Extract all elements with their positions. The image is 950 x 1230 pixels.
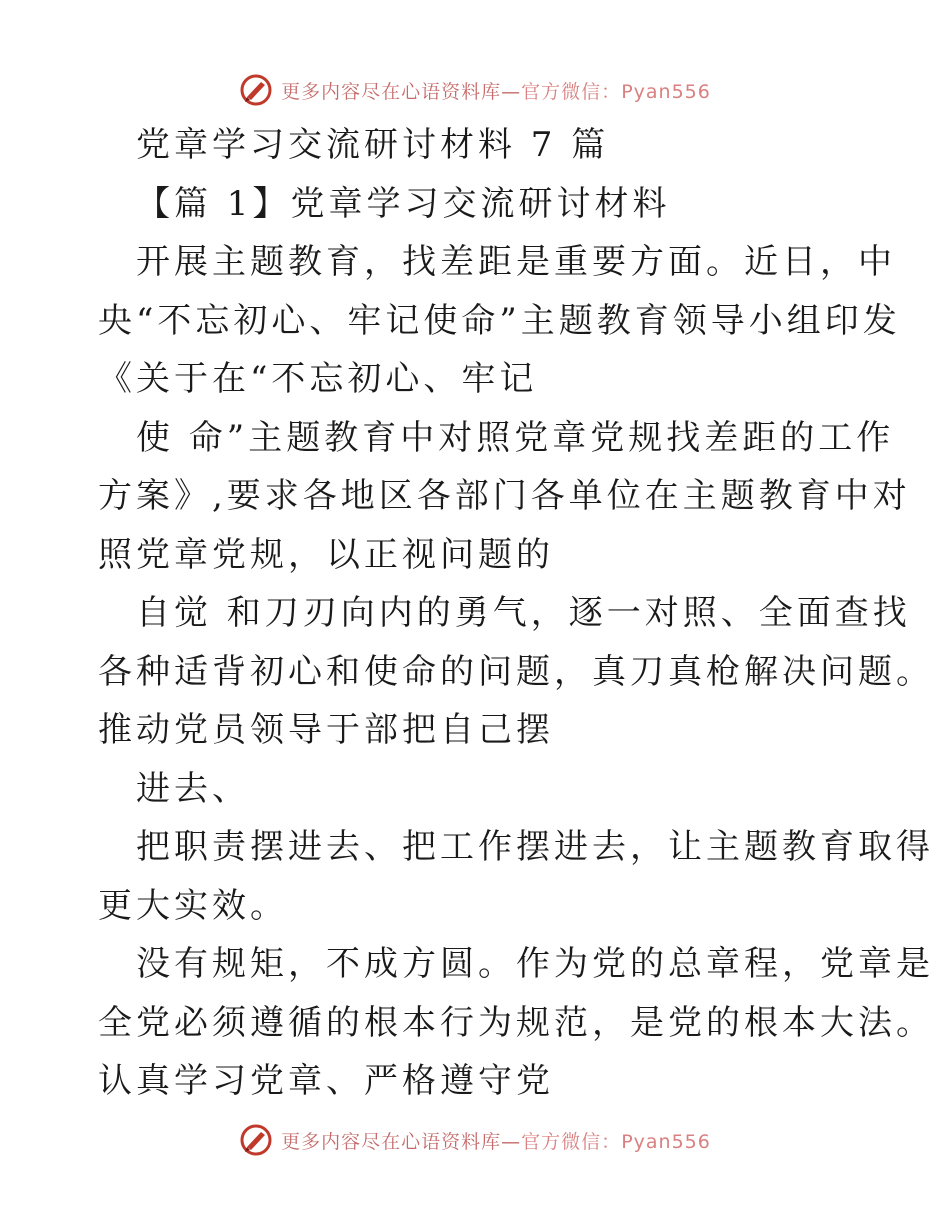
- text-line: 把职责摆进去、把工作摆进去，让主题教育取得: [136, 827, 934, 867]
- text-line: 各种适背初心和使命的问题，真刀真枪解决问题。: [98, 651, 934, 692]
- text-line: 没有规矩，不成方圆。作为党的总章程，党章是: [136, 944, 934, 984]
- text-line: 照党章党规，以正视问题的: [98, 534, 554, 575]
- text-line: 全党必须遵循的根本行为规范，是党的根本大法。: [98, 1002, 934, 1043]
- section-heading: 【篇 1】党章学习交流研讨材料: [136, 183, 671, 224]
- pen-logo-icon: [239, 1123, 273, 1157]
- watermark-text: 更多内容尽在心语资料库—官方微信：Pyan556: [281, 80, 711, 103]
- text-line: 《关于在“不忘初心、牢记: [98, 359, 538, 399]
- text-line: 央“不忘初心、牢记使命”主题教育领导小组印发: [98, 300, 901, 341]
- pen-logo-icon: [239, 73, 273, 107]
- text-line: 开展主题教育，找差距是重要方面。近日，中: [136, 242, 896, 282]
- text-line: 自觉 和刀刃向内的勇气，逐一对照、全面查找: [136, 593, 911, 633]
- watermark-text: 更多内容尽在心语资料库—官方微信：Pyan556: [281, 1130, 711, 1153]
- text-line: 推动党员领导于部把自己摆: [98, 710, 554, 750]
- document-body: [98, 116, 934, 1111]
- text-line: 使 命”主题教育中对照党章党规找差距的工作: [136, 417, 895, 458]
- text-line: 更大实效。: [98, 885, 288, 926]
- footer-watermark: [0, 1120, 950, 1160]
- text-line: 认真学习党章、严格遵守党: [98, 1061, 554, 1101]
- header-watermark: [0, 70, 950, 110]
- text-line: 进去、: [136, 768, 250, 809]
- text-line: 方案》,要求各地区各部门各单位在主题教育中对: [98, 476, 911, 516]
- document-title: 党章学习交流研讨材料 7 篇: [136, 125, 610, 165]
